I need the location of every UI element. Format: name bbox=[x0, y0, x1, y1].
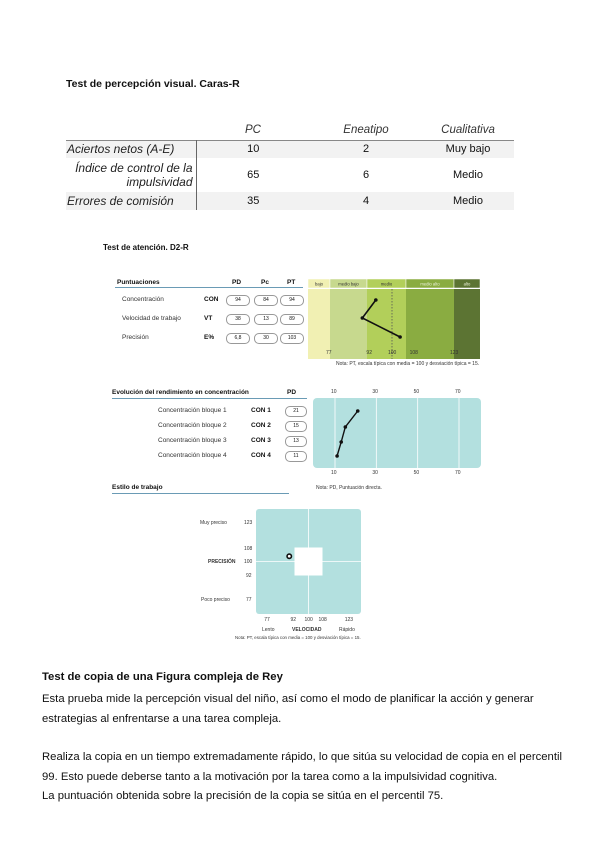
estilo-title: Estilo de trabajo bbox=[112, 484, 163, 491]
caras-header-row bbox=[66, 121, 514, 140]
d2r-pt-value: 103 bbox=[280, 333, 304, 344]
caras-table bbox=[66, 121, 514, 210]
d2r-header-divider bbox=[115, 287, 303, 288]
caras-cell-cualitativa: Medio bbox=[453, 169, 483, 181]
evolucion-note: Nota: PD, Puntuación directa. bbox=[316, 485, 382, 491]
estilo-x-left-label: Lento bbox=[262, 627, 275, 633]
d2r-pd-value: 38 bbox=[226, 314, 250, 325]
evolucion-pd-header: PD bbox=[287, 389, 297, 396]
estilo-y-top-label: Muy preciso bbox=[200, 520, 227, 526]
evolucion-row-label: Concentración bloque 1 bbox=[158, 407, 227, 414]
evolucion-axis-tick: 70 bbox=[455, 389, 461, 395]
d2r-title: Test de atención. D2-R bbox=[103, 243, 189, 252]
d2r-axis-tick: 123 bbox=[450, 350, 459, 356]
evolucion-axis-tick: 50 bbox=[413, 389, 420, 395]
estilo-x-tick: 108 bbox=[318, 617, 327, 623]
d2r-band-0 bbox=[308, 289, 330, 359]
estilo-y-tick: 108 bbox=[244, 546, 253, 552]
d2r-row-code: CON bbox=[204, 296, 219, 303]
d2r-note: Nota: PT, escala típica con media = 100 y desviación típica = 15. bbox=[336, 361, 480, 367]
evolucion-row-label: Concentración bloque 4 bbox=[158, 452, 227, 459]
evolucion-row-label: Concentración bloque 2 bbox=[158, 422, 227, 429]
evolucion-row-code: CON 4 bbox=[251, 452, 271, 459]
d2r-band-label: alto bbox=[463, 281, 471, 287]
d2r-row-label: Concentración bbox=[122, 296, 164, 303]
d2r-scores-header: Puntuaciones bbox=[117, 279, 160, 286]
rey-p3-line1: La puntuación obtenida sobre la precisión de la copia se sitúa en el percentil 75. bbox=[42, 790, 444, 802]
caras-cell-pc: 65 bbox=[247, 169, 260, 181]
d2r-band-label: medio bajo bbox=[338, 281, 359, 287]
estilo-x-tick: 100 bbox=[304, 617, 313, 623]
d2r-row-code: VT bbox=[204, 315, 213, 322]
evolucion-row-code: CON 2 bbox=[251, 422, 271, 429]
evolucion-row-code: CON 1 bbox=[251, 407, 271, 414]
evolucion-axis-tick: 10 bbox=[331, 470, 337, 476]
evolucion-chart-bg bbox=[313, 398, 481, 468]
d2r-bands bbox=[308, 279, 480, 359]
evolucion-axis-tick: 30 bbox=[372, 470, 378, 476]
evolucion-axis-tick: 50 bbox=[413, 470, 420, 476]
evolucion-point-CON 2 bbox=[344, 425, 348, 429]
evolucion-value: 13 bbox=[285, 436, 307, 447]
caras-header-eneatipo: Eneatipo bbox=[343, 124, 389, 137]
d2r-pc-value: 13 bbox=[254, 314, 278, 325]
evolucion-value: 21 bbox=[285, 406, 307, 417]
caras-title: Test de percepción visual. Caras-R bbox=[66, 78, 240, 90]
estilo-x-tick: 77 bbox=[264, 617, 270, 623]
estilo-header-divider bbox=[112, 493, 289, 494]
caras-row-label: Índice de control de la impulsividad bbox=[66, 158, 196, 192]
d2r-band-1 bbox=[330, 289, 367, 359]
d2r-pd-value: 6,8 bbox=[226, 333, 250, 344]
d2r-band-label: bajo bbox=[315, 281, 323, 287]
estilo-y-label: PRECISIÓN bbox=[208, 559, 236, 565]
d2r-band-3 bbox=[406, 289, 454, 359]
d2r-col-pt: PT bbox=[287, 279, 296, 286]
evolucion-value: 11 bbox=[285, 451, 307, 462]
d2r-row-label: Precisión bbox=[122, 334, 149, 341]
d2r-pt-value: 94 bbox=[280, 295, 304, 306]
estilo-note: Nota: PT, escala típica con media = 100 y desviación típica = 15. bbox=[235, 635, 361, 640]
table-row bbox=[66, 158, 514, 192]
d2r-pc-value: 84 bbox=[254, 295, 278, 306]
rey-paragraph-1 bbox=[42, 690, 534, 729]
estilo-data-point bbox=[287, 554, 291, 558]
caras-cell-cualitativa: Medio bbox=[453, 195, 483, 207]
evolucion-row-label: Concentración bloque 3 bbox=[158, 437, 227, 444]
evolucion-axis-tick: 10 bbox=[331, 389, 337, 395]
estilo-y-tick: 100 bbox=[244, 559, 253, 565]
estilo-x-tick: 123 bbox=[344, 617, 354, 623]
d2r-pt-value: 89 bbox=[280, 314, 304, 325]
rey-p1-line1: Esta prueba mide la percepción visual del niño, así como el modo de planificar la acción y generar bbox=[42, 693, 534, 705]
caras-cell-cualitativa: Muy bajo bbox=[445, 143, 491, 156]
estilo-y-bottom-value: 77 bbox=[246, 597, 252, 603]
d2r-col-pc: Pc bbox=[261, 279, 269, 286]
d2r-row-label: Velocidad de trabajo bbox=[122, 315, 181, 322]
table-row bbox=[66, 192, 514, 210]
d2r-pd-value: 94 bbox=[226, 295, 250, 306]
evolucion-axis-tick: 70 bbox=[455, 470, 461, 476]
d2r-point-CON bbox=[374, 298, 378, 302]
caras-cell-pc: 10 bbox=[247, 143, 260, 156]
d2r-pc-value: 30 bbox=[254, 333, 278, 344]
estilo-y-top-value: 123 bbox=[244, 520, 253, 526]
d2r-axis-tick: 92 bbox=[366, 350, 372, 356]
evolucion-title: Evolución del rendimiento en concentración bbox=[112, 389, 249, 396]
evolucion-value: 15 bbox=[285, 421, 307, 432]
estilo-average-zone bbox=[295, 548, 323, 576]
evolucion-header-divider bbox=[112, 398, 307, 399]
evolucion-point-CON 3 bbox=[339, 440, 343, 444]
evolucion-axis-tick: 30 bbox=[372, 389, 378, 395]
caras-header-cualitativa: Cualitativa bbox=[441, 124, 495, 137]
d2r-point-E% bbox=[398, 335, 402, 339]
caras-cell-pc: 35 bbox=[247, 195, 260, 207]
table-row bbox=[66, 140, 514, 158]
evolucion-row-code: CON 3 bbox=[251, 437, 271, 444]
d2r-band-label: medio bbox=[380, 281, 393, 287]
rey-p2-line2: 99. Esto puede deberse tanto a la motivación por la tarea como a la impulsividad cognitiva. bbox=[42, 770, 498, 783]
d2r-axis-tick: 108 bbox=[409, 350, 418, 356]
d2r-axis-tick: 100 bbox=[388, 350, 397, 356]
caras-cell-eneatipo: 2 bbox=[362, 143, 370, 156]
rey-title: Test de copia de una Figura compleja de Rey bbox=[42, 671, 283, 683]
caras-row-label: Aciertos netos (A-E) bbox=[66, 140, 196, 158]
evolucion-chart bbox=[313, 398, 481, 468]
d2r-col-pd: PD bbox=[232, 279, 242, 286]
estilo-x-label: VELOCIDAD bbox=[292, 627, 322, 633]
caras-row-label: Errores de comisión bbox=[66, 192, 196, 210]
rey-p1-line2: estrategias al enfrentarse a una tarea compleja. bbox=[42, 712, 282, 725]
rey-p2-line1: Realiza la copia en un tiempo extremadamente rápido, lo que sitúa su velocidad de copia en el percentil bbox=[42, 751, 562, 763]
estilo-x-right-label: Rápido bbox=[339, 627, 355, 633]
estilo-y-tick: 92 bbox=[246, 573, 252, 579]
estilo-x-tick: 92 bbox=[290, 617, 297, 623]
d2r-profile-chart bbox=[308, 279, 480, 361]
rey-paragraph-2 bbox=[42, 748, 562, 807]
d2r-band-label: medio alto bbox=[420, 281, 440, 287]
d2r-row-code: E% bbox=[204, 334, 215, 341]
evolucion-point-CON 4 bbox=[335, 454, 339, 458]
estilo-chart bbox=[256, 509, 361, 614]
estilo-y-bottom-label: Poco preciso bbox=[201, 597, 230, 603]
d2r-point-VT bbox=[361, 316, 365, 320]
d2r-band-4 bbox=[454, 289, 480, 359]
evolucion-point-CON 1 bbox=[356, 409, 360, 413]
caras-cell-eneatipo: 4 bbox=[362, 195, 370, 207]
d2r-axis-tick: 77 bbox=[326, 350, 332, 356]
caras-cell-eneatipo: 6 bbox=[362, 169, 370, 181]
caras-header-pc: PC bbox=[245, 124, 261, 137]
